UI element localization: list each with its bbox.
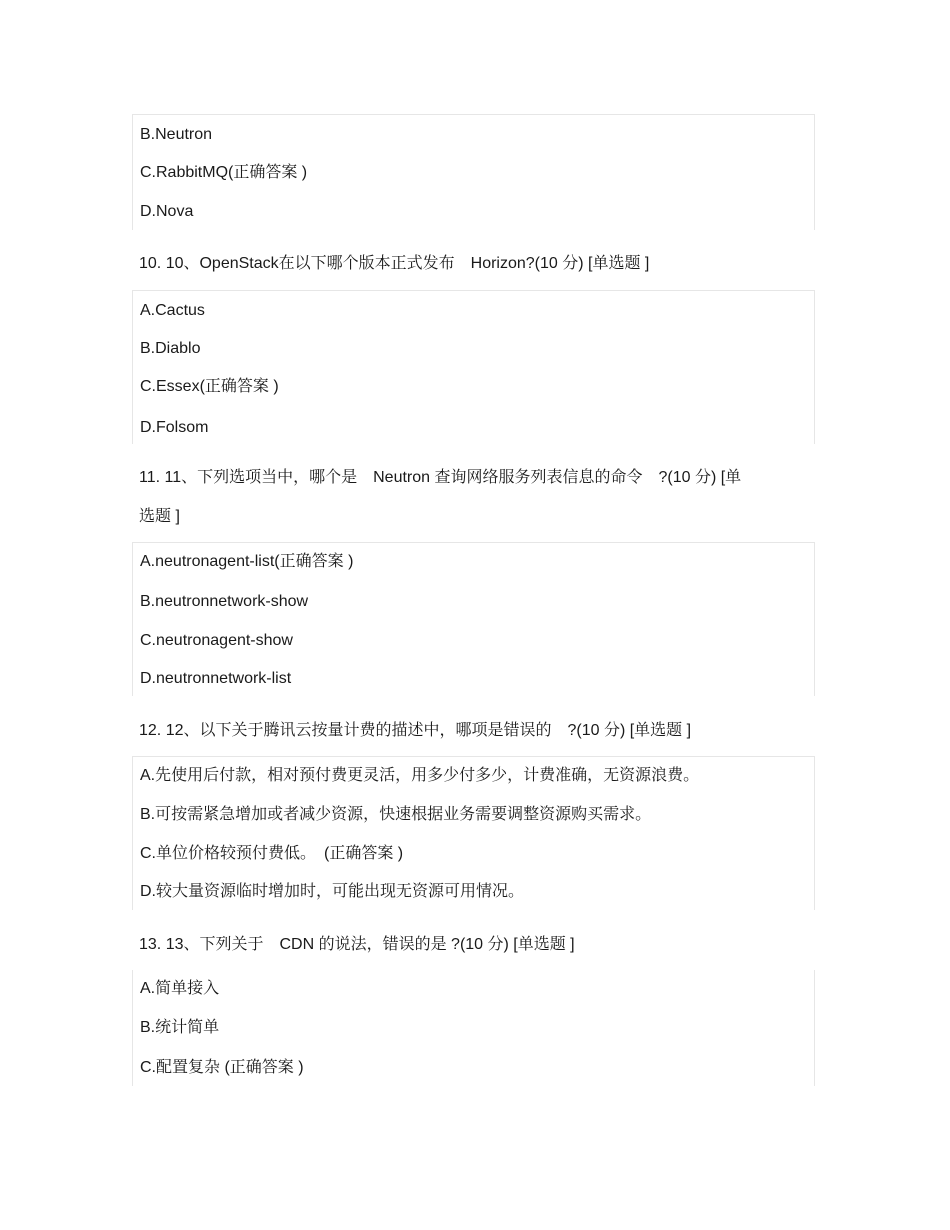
q10-options-box [132,290,815,444]
q9-option-b: B.Neutron [140,126,213,143]
q11-option-a: A.neutronagent-list(正确答案 ) [140,553,354,570]
q12-option-c: C.单位价格较预付费低。 (正确答案 ) [140,845,404,862]
q12-options-box [132,756,815,910]
q10-title: 10. 10、OpenStack在以下哪个版本正式发布 Horizon?(10 分) [单选题 ] [139,255,650,272]
q11-options-box [132,542,815,696]
q13-options-box [132,970,815,1086]
q10-option-a: A.Cactus [140,302,205,319]
q10-option-c: C.Essex(正确答案 ) [140,378,279,395]
q12-title: 12. 12、以下关于腾讯云按量计费的描述中，哪项是错误的 ?(10 分) [单选题 ] [139,722,692,739]
q13-option-b: B.统计简单 [140,1019,220,1036]
q13-title: 13. 13、下列关于 CDN 的说法，错误的是 ?(10 分) [单选题 ] [139,936,575,953]
q9-option-c: C.RabbitMQ(正确答案 ) [140,164,308,181]
q12-option-a: A.先使用后付款，相对预付费更灵活，用多少付多少，计费准确，无资源浪费。 [140,767,700,784]
q9-option-d: D.Nova [140,203,194,220]
q11-option-c: C.neutronagent-show [140,632,293,649]
q10-option-d: D.Folsom [140,419,209,436]
q9-options-box [132,114,815,230]
q11-option-b: B.neutronnetwork-show [140,593,309,610]
q13-option-c: C.配置复杂 (正确答案 ) [140,1059,304,1076]
q13-option-a: A.简单接入 [140,980,220,997]
q12-option-b: B.可按需紧急增加或者减少资源，快速根据业务需要调整资源购买需求。 [140,806,652,823]
q11-title-line1: 11. 11、下列选项当中，哪个是 Neutron 查询网络服务列表信息的命令 ?(10 分) [单 [139,469,742,486]
q11-title-line2: 选题 ] [139,508,180,525]
q11-option-d: D.neutronnetwork-list [140,670,292,687]
q10-option-b: B.Diablo [140,340,201,357]
q12-option-d: D.较大量资源临时增加时，可能出现无资源可用情况。 [140,883,525,900]
